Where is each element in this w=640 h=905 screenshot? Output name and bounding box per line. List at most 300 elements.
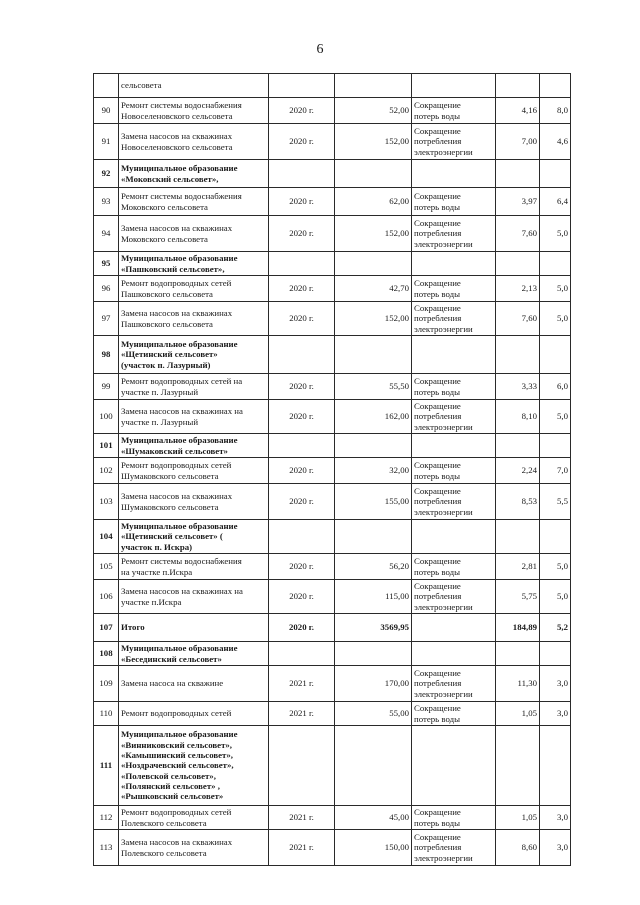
measure-name-cell bbox=[119, 642, 269, 666]
payback-cell bbox=[540, 484, 571, 520]
payback-cell bbox=[540, 302, 571, 336]
payback-cell bbox=[540, 666, 571, 702]
effect-text: Сокращение потребления электроэнергии bbox=[414, 125, 473, 157]
economy-text: 3,97 bbox=[521, 196, 537, 207]
row-number-cell bbox=[94, 434, 119, 458]
year-cell bbox=[269, 160, 335, 188]
year-cell bbox=[269, 806, 335, 830]
measure-name-cell bbox=[119, 336, 269, 374]
economy-cell bbox=[496, 302, 540, 336]
effect-cell bbox=[412, 276, 496, 302]
measure-name-text: Замена насосов на скважинах Шумаковского сельсовета bbox=[121, 491, 233, 512]
cost-text: 55,50 bbox=[389, 381, 409, 392]
cost-cell bbox=[335, 580, 412, 614]
year-text: 2020 г. bbox=[289, 561, 314, 572]
economy-cell bbox=[496, 666, 540, 702]
payback-cell bbox=[540, 726, 571, 806]
cost-cell bbox=[335, 400, 412, 434]
measure-name-text: Ремонт водопроводных сетей bbox=[121, 708, 232, 719]
economy-cell bbox=[496, 484, 540, 520]
effect-text: Сокращение потерь воды bbox=[414, 278, 461, 299]
table-row bbox=[94, 554, 571, 580]
table-row bbox=[94, 336, 571, 374]
table-row bbox=[94, 276, 571, 302]
payback-cell bbox=[540, 830, 571, 866]
year-text: 2021 г. bbox=[289, 708, 314, 719]
year-cell bbox=[269, 374, 335, 400]
measure-name-text: Замена насосов на скважинах Пашковского сельсовета bbox=[121, 308, 233, 329]
cost-text: 152,00 bbox=[384, 228, 409, 239]
cost-text: 150,00 bbox=[384, 842, 409, 853]
cost-text: 55,00 bbox=[389, 708, 409, 719]
measure-name-text: Муниципальное образование «Шумаковский сельсовет» bbox=[121, 435, 238, 456]
payback-cell bbox=[540, 188, 571, 216]
effect-cell bbox=[412, 702, 496, 726]
measure-name-cell bbox=[119, 400, 269, 434]
payback-text: 4,6 bbox=[557, 136, 568, 147]
year-text: 2020 г. bbox=[289, 411, 314, 422]
year-cell bbox=[269, 216, 335, 252]
row-number-cell bbox=[94, 188, 119, 216]
payback-text: 5,0 bbox=[557, 411, 568, 422]
measure-name-text: Замена насосов на скважинах на участке п.Искра bbox=[121, 586, 243, 607]
measure-name-cell bbox=[119, 252, 269, 276]
year-cell bbox=[269, 726, 335, 806]
measure-name-text: Ремонт водопроводных сетей Полевского сельсовета bbox=[121, 807, 232, 828]
cost-cell bbox=[335, 666, 412, 702]
economy-text: 8,60 bbox=[521, 842, 537, 853]
effect-text: Сокращение потерь воды bbox=[414, 191, 461, 212]
row-number-cell bbox=[94, 580, 119, 614]
effect-text: Сокращение потребления электроэнергии bbox=[414, 302, 473, 334]
table-row bbox=[94, 188, 571, 216]
measure-name-text: Замена насосов на скважинах на участке п. Лазурный bbox=[121, 406, 243, 427]
payback-cell bbox=[540, 276, 571, 302]
row-number-text: 97 bbox=[101, 313, 111, 324]
payback-text: 5,5 bbox=[557, 496, 568, 507]
economy-text: 11,30 bbox=[517, 678, 537, 689]
economy-cell bbox=[496, 580, 540, 614]
row-number-text: 98 bbox=[101, 349, 111, 360]
measure-name-cell bbox=[119, 74, 269, 98]
cost-cell bbox=[335, 74, 412, 98]
economy-cell bbox=[496, 336, 540, 374]
row-number-cell bbox=[94, 124, 119, 160]
cost-text: 56,20 bbox=[389, 561, 409, 572]
cost-cell bbox=[335, 160, 412, 188]
year-cell bbox=[269, 458, 335, 484]
cost-cell bbox=[335, 336, 412, 374]
economy-text: 1,05 bbox=[521, 812, 537, 823]
effect-cell bbox=[412, 726, 496, 806]
payback-cell bbox=[540, 124, 571, 160]
effect-text: Сокращение потребления электроэнергии bbox=[414, 217, 473, 249]
economy-text: 1,05 bbox=[521, 708, 537, 719]
year-cell bbox=[269, 554, 335, 580]
cost-cell bbox=[335, 302, 412, 336]
effect-text: Сокращение потерь воды bbox=[414, 703, 461, 724]
effect-cell bbox=[412, 614, 496, 642]
economy-cell bbox=[496, 520, 540, 554]
payback-cell bbox=[540, 554, 571, 580]
measure-name-text: Итого bbox=[121, 622, 145, 633]
row-number-text: 95 bbox=[101, 258, 111, 269]
year-cell bbox=[269, 188, 335, 216]
table-row bbox=[94, 434, 571, 458]
year-cell bbox=[269, 252, 335, 276]
measure-name-text: Ремонт системы водоснабжения Новоселеновского сельсовета bbox=[121, 100, 242, 121]
row-number-cell bbox=[94, 74, 119, 98]
cost-cell bbox=[335, 642, 412, 666]
measure-name-cell bbox=[119, 580, 269, 614]
cost-cell bbox=[335, 520, 412, 554]
payback-text: 3,0 bbox=[557, 812, 568, 823]
effect-text: Сокращение потерь воды bbox=[414, 376, 461, 397]
measure-name-text: Ремонт водопроводных сетей Пашковского сельсовета bbox=[121, 278, 232, 299]
table-row bbox=[94, 400, 571, 434]
cost-text: 162,00 bbox=[384, 411, 409, 422]
economy-cell bbox=[496, 554, 540, 580]
measure-name-cell bbox=[119, 216, 269, 252]
year-cell bbox=[269, 642, 335, 666]
table-row bbox=[94, 580, 571, 614]
cost-cell bbox=[335, 614, 412, 642]
measure-name-cell bbox=[119, 830, 269, 866]
payback-text: 5,0 bbox=[557, 313, 568, 324]
cost-text: 170,00 bbox=[384, 678, 409, 689]
economy-text: 7,60 bbox=[521, 313, 537, 324]
measure-name-cell bbox=[119, 124, 269, 160]
effect-cell bbox=[412, 666, 496, 702]
economy-cell bbox=[496, 642, 540, 666]
row-number-cell bbox=[94, 642, 119, 666]
payback-text: 7,0 bbox=[557, 465, 568, 476]
effect-text: Сокращение потерь воды bbox=[414, 556, 461, 577]
payback-cell bbox=[540, 74, 571, 98]
payback-cell bbox=[540, 160, 571, 188]
cost-cell bbox=[335, 702, 412, 726]
cost-cell bbox=[335, 188, 412, 216]
year-cell bbox=[269, 830, 335, 866]
year-cell bbox=[269, 434, 335, 458]
economy-text: 5,75 bbox=[521, 591, 537, 602]
measure-name-cell bbox=[119, 806, 269, 830]
measure-name-cell bbox=[119, 160, 269, 188]
economy-cell bbox=[496, 216, 540, 252]
economy-text: 7,00 bbox=[521, 136, 537, 147]
cost-cell bbox=[335, 726, 412, 806]
table-row bbox=[94, 98, 571, 124]
economy-cell bbox=[496, 124, 540, 160]
economy-cell bbox=[496, 434, 540, 458]
payback-cell bbox=[540, 98, 571, 124]
row-number-text: 109 bbox=[99, 678, 113, 689]
payback-text: 5,0 bbox=[557, 283, 568, 294]
row-number-cell bbox=[94, 374, 119, 400]
table-row bbox=[94, 216, 571, 252]
payback-cell bbox=[540, 434, 571, 458]
row-number-text: 113 bbox=[99, 842, 113, 853]
row-number-text: 100 bbox=[99, 411, 113, 422]
row-number-text: 94 bbox=[101, 228, 111, 239]
year-text: 2020 г. bbox=[289, 136, 314, 147]
effect-cell bbox=[412, 830, 496, 866]
effect-text: Сокращение потерь воды bbox=[414, 807, 461, 828]
table-row bbox=[94, 302, 571, 336]
year-cell bbox=[269, 666, 335, 702]
payback-text: 3,0 bbox=[557, 842, 568, 853]
row-number-cell bbox=[94, 830, 119, 866]
cost-text: 115,00 bbox=[385, 591, 409, 602]
measure-name-text: Замена насосов на скважинах Новоселеновского сельсовета bbox=[121, 131, 233, 152]
measure-name-text: Муниципальное образование «Винниковский сельсовет», «Камышинский сельсовет», «Ноздрачевский сельсовет», «Полевской сельсовет», «Полянский сельсовет» , «Рышковский сельсовет» bbox=[121, 729, 238, 802]
measure-name-cell bbox=[119, 726, 269, 806]
economy-text: 2,81 bbox=[521, 561, 537, 572]
year-text: 2020 г. bbox=[289, 313, 314, 324]
row-number-cell bbox=[94, 302, 119, 336]
row-number-text: 112 bbox=[99, 812, 113, 823]
measure-name-cell bbox=[119, 614, 269, 642]
cost-cell bbox=[335, 276, 412, 302]
row-number-cell bbox=[94, 554, 119, 580]
table-row bbox=[94, 252, 571, 276]
row-number-cell bbox=[94, 216, 119, 252]
effect-cell bbox=[412, 188, 496, 216]
payback-text: 5,0 bbox=[557, 591, 568, 602]
economy-cell bbox=[496, 98, 540, 124]
row-number-text: 104 bbox=[99, 531, 113, 542]
measure-name-text: Ремонт системы водоснабжения на участке п.Искра bbox=[121, 556, 242, 577]
page-number: 6 bbox=[316, 42, 324, 57]
effect-text: Сокращение потребления электроэнергии bbox=[414, 485, 473, 517]
cost-cell bbox=[335, 124, 412, 160]
year-text: 2020 г. bbox=[289, 496, 314, 507]
effect-cell bbox=[412, 520, 496, 554]
effect-cell bbox=[412, 806, 496, 830]
effect-cell bbox=[412, 554, 496, 580]
row-number-text: 107 bbox=[99, 622, 113, 633]
table-row bbox=[94, 458, 571, 484]
payback-cell bbox=[540, 374, 571, 400]
row-number-text: 96 bbox=[101, 283, 111, 294]
effect-cell bbox=[412, 458, 496, 484]
cost-text: 42,70 bbox=[389, 283, 409, 294]
cost-cell bbox=[335, 830, 412, 866]
year-text: 2020 г. bbox=[289, 622, 314, 633]
measure-name-text: Замена насосов на скважинах Моковского сельсовета bbox=[121, 223, 233, 244]
row-number-cell bbox=[94, 520, 119, 554]
measure-name-cell bbox=[119, 458, 269, 484]
effect-text: Сокращение потерь воды bbox=[414, 100, 461, 121]
cost-cell bbox=[335, 484, 412, 520]
measure-name-text: Замена насосов на скважинах Полевского сельсовета bbox=[121, 837, 233, 858]
table-row bbox=[94, 614, 571, 642]
payback-text: 5,0 bbox=[557, 561, 568, 572]
year-cell bbox=[269, 580, 335, 614]
economy-text: 2,24 bbox=[521, 465, 537, 476]
payback-text: 6,4 bbox=[557, 196, 568, 207]
measure-name-text: Муниципальное образование «Моковский сельсовет», bbox=[121, 163, 238, 184]
year-cell bbox=[269, 302, 335, 336]
economy-cell bbox=[496, 276, 540, 302]
measure-name-text: Муниципальное образование «Пашковский сельсовет», bbox=[121, 253, 238, 274]
measures-table bbox=[93, 73, 571, 866]
year-cell bbox=[269, 276, 335, 302]
year-cell bbox=[269, 484, 335, 520]
payback-cell bbox=[540, 642, 571, 666]
economy-text: 2,13 bbox=[521, 283, 537, 294]
effect-cell bbox=[412, 302, 496, 336]
economy-cell bbox=[496, 74, 540, 98]
economy-cell bbox=[496, 252, 540, 276]
row-number-text: 99 bbox=[101, 381, 111, 392]
payback-cell bbox=[540, 702, 571, 726]
economy-cell bbox=[496, 806, 540, 830]
year-cell bbox=[269, 614, 335, 642]
payback-text: 8,0 bbox=[557, 105, 568, 116]
cost-text: 32,00 bbox=[389, 465, 409, 476]
measure-name-cell bbox=[119, 374, 269, 400]
year-cell bbox=[269, 400, 335, 434]
payback-cell bbox=[540, 520, 571, 554]
row-number-cell bbox=[94, 666, 119, 702]
row-number-text: 103 bbox=[99, 496, 113, 507]
row-number-text: 93 bbox=[101, 196, 111, 207]
row-number-text: 92 bbox=[101, 168, 111, 179]
economy-cell bbox=[496, 400, 540, 434]
payback-cell bbox=[540, 336, 571, 374]
cost-cell bbox=[335, 252, 412, 276]
cost-cell bbox=[335, 374, 412, 400]
effect-cell bbox=[412, 124, 496, 160]
payback-cell bbox=[540, 580, 571, 614]
economy-cell bbox=[496, 458, 540, 484]
table-row bbox=[94, 124, 571, 160]
row-number-text: 105 bbox=[99, 561, 113, 572]
economy-text: 8,10 bbox=[521, 411, 537, 422]
effect-cell bbox=[412, 216, 496, 252]
economy-text: 3,33 bbox=[521, 381, 537, 392]
measure-name-text: Ремонт водопроводных сетей Шумаковского сельсовета bbox=[121, 460, 232, 481]
economy-text: 8,53 bbox=[521, 496, 537, 507]
row-number-cell bbox=[94, 806, 119, 830]
row-number-cell bbox=[94, 276, 119, 302]
payback-text: 3,0 bbox=[557, 708, 568, 719]
cost-cell bbox=[335, 554, 412, 580]
economy-cell bbox=[496, 374, 540, 400]
table-row bbox=[94, 160, 571, 188]
year-text: 2020 г. bbox=[289, 196, 314, 207]
table-row bbox=[94, 806, 571, 830]
year-cell bbox=[269, 98, 335, 124]
year-text: 2020 г. bbox=[289, 228, 314, 239]
row-number-text: 91 bbox=[101, 136, 111, 147]
row-number-cell bbox=[94, 614, 119, 642]
table-row bbox=[94, 374, 571, 400]
economy-text: 7,60 bbox=[521, 228, 537, 239]
year-cell bbox=[269, 124, 335, 160]
measure-name-text: Замена насоса на скважине bbox=[121, 678, 224, 689]
row-number-text: 111 bbox=[99, 760, 113, 771]
economy-cell bbox=[496, 614, 540, 642]
payback-cell bbox=[540, 614, 571, 642]
table-row bbox=[94, 830, 571, 866]
year-cell bbox=[269, 520, 335, 554]
measure-name-cell bbox=[119, 484, 269, 520]
effect-cell bbox=[412, 580, 496, 614]
effect-text: Сокращение потерь воды bbox=[414, 460, 461, 481]
effect-cell bbox=[412, 642, 496, 666]
table-row bbox=[94, 642, 571, 666]
row-number-cell bbox=[94, 252, 119, 276]
row-number-cell bbox=[94, 726, 119, 806]
row-number-cell bbox=[94, 336, 119, 374]
year-cell bbox=[269, 336, 335, 374]
measure-name-cell bbox=[119, 554, 269, 580]
measure-name-cell bbox=[119, 98, 269, 124]
cost-cell bbox=[335, 98, 412, 124]
payback-cell bbox=[540, 400, 571, 434]
row-number-cell bbox=[94, 400, 119, 434]
table-row bbox=[94, 74, 571, 98]
cost-text: 152,00 bbox=[384, 136, 409, 147]
row-number-cell bbox=[94, 160, 119, 188]
measure-name-cell bbox=[119, 702, 269, 726]
year-text: 2021 г. bbox=[289, 678, 314, 689]
economy-cell bbox=[496, 160, 540, 188]
row-number-cell bbox=[94, 484, 119, 520]
table-row bbox=[94, 726, 571, 806]
effect-cell bbox=[412, 484, 496, 520]
cost-cell bbox=[335, 216, 412, 252]
row-number-text: 110 bbox=[99, 708, 113, 719]
year-text: 2020 г. bbox=[289, 381, 314, 392]
year-text: 2020 г. bbox=[289, 105, 314, 116]
measure-name-cell bbox=[119, 666, 269, 702]
economy-cell bbox=[496, 830, 540, 866]
row-number-cell bbox=[94, 98, 119, 124]
year-cell bbox=[269, 702, 335, 726]
payback-text: 3,0 bbox=[557, 678, 568, 689]
cost-text: 52,00 bbox=[389, 105, 409, 116]
economy-cell bbox=[496, 726, 540, 806]
table-body bbox=[94, 74, 571, 866]
payback-cell bbox=[540, 458, 571, 484]
measure-name-cell bbox=[119, 302, 269, 336]
effect-cell bbox=[412, 400, 496, 434]
row-number-text: 102 bbox=[99, 465, 113, 476]
cost-text: 152,00 bbox=[384, 313, 409, 324]
row-number-cell bbox=[94, 702, 119, 726]
effect-cell bbox=[412, 434, 496, 458]
cost-text: 62,00 bbox=[389, 196, 409, 207]
measure-name-text: Муниципальное образование «Щетинский сельсовет» ( участок п. Искра) bbox=[121, 520, 238, 552]
measure-name-text: Муниципальное образование «Щетинский сельсовет» (участок п. Лазурный) bbox=[121, 338, 238, 370]
effect-cell bbox=[412, 374, 496, 400]
year-text: 2020 г. bbox=[289, 465, 314, 476]
payback-text: 6,0 bbox=[557, 381, 568, 392]
effect-text: Сокращение потребления электроэнергии bbox=[414, 831, 473, 863]
payback-cell bbox=[540, 216, 571, 252]
economy-text: 184,89 bbox=[512, 622, 537, 633]
table-row bbox=[94, 666, 571, 702]
cost-text: 155,00 bbox=[384, 496, 409, 507]
year-cell bbox=[269, 74, 335, 98]
year-text: 2020 г. bbox=[289, 283, 314, 294]
effect-cell bbox=[412, 74, 496, 98]
row-number-text: 108 bbox=[99, 648, 113, 659]
measure-name-cell bbox=[119, 520, 269, 554]
